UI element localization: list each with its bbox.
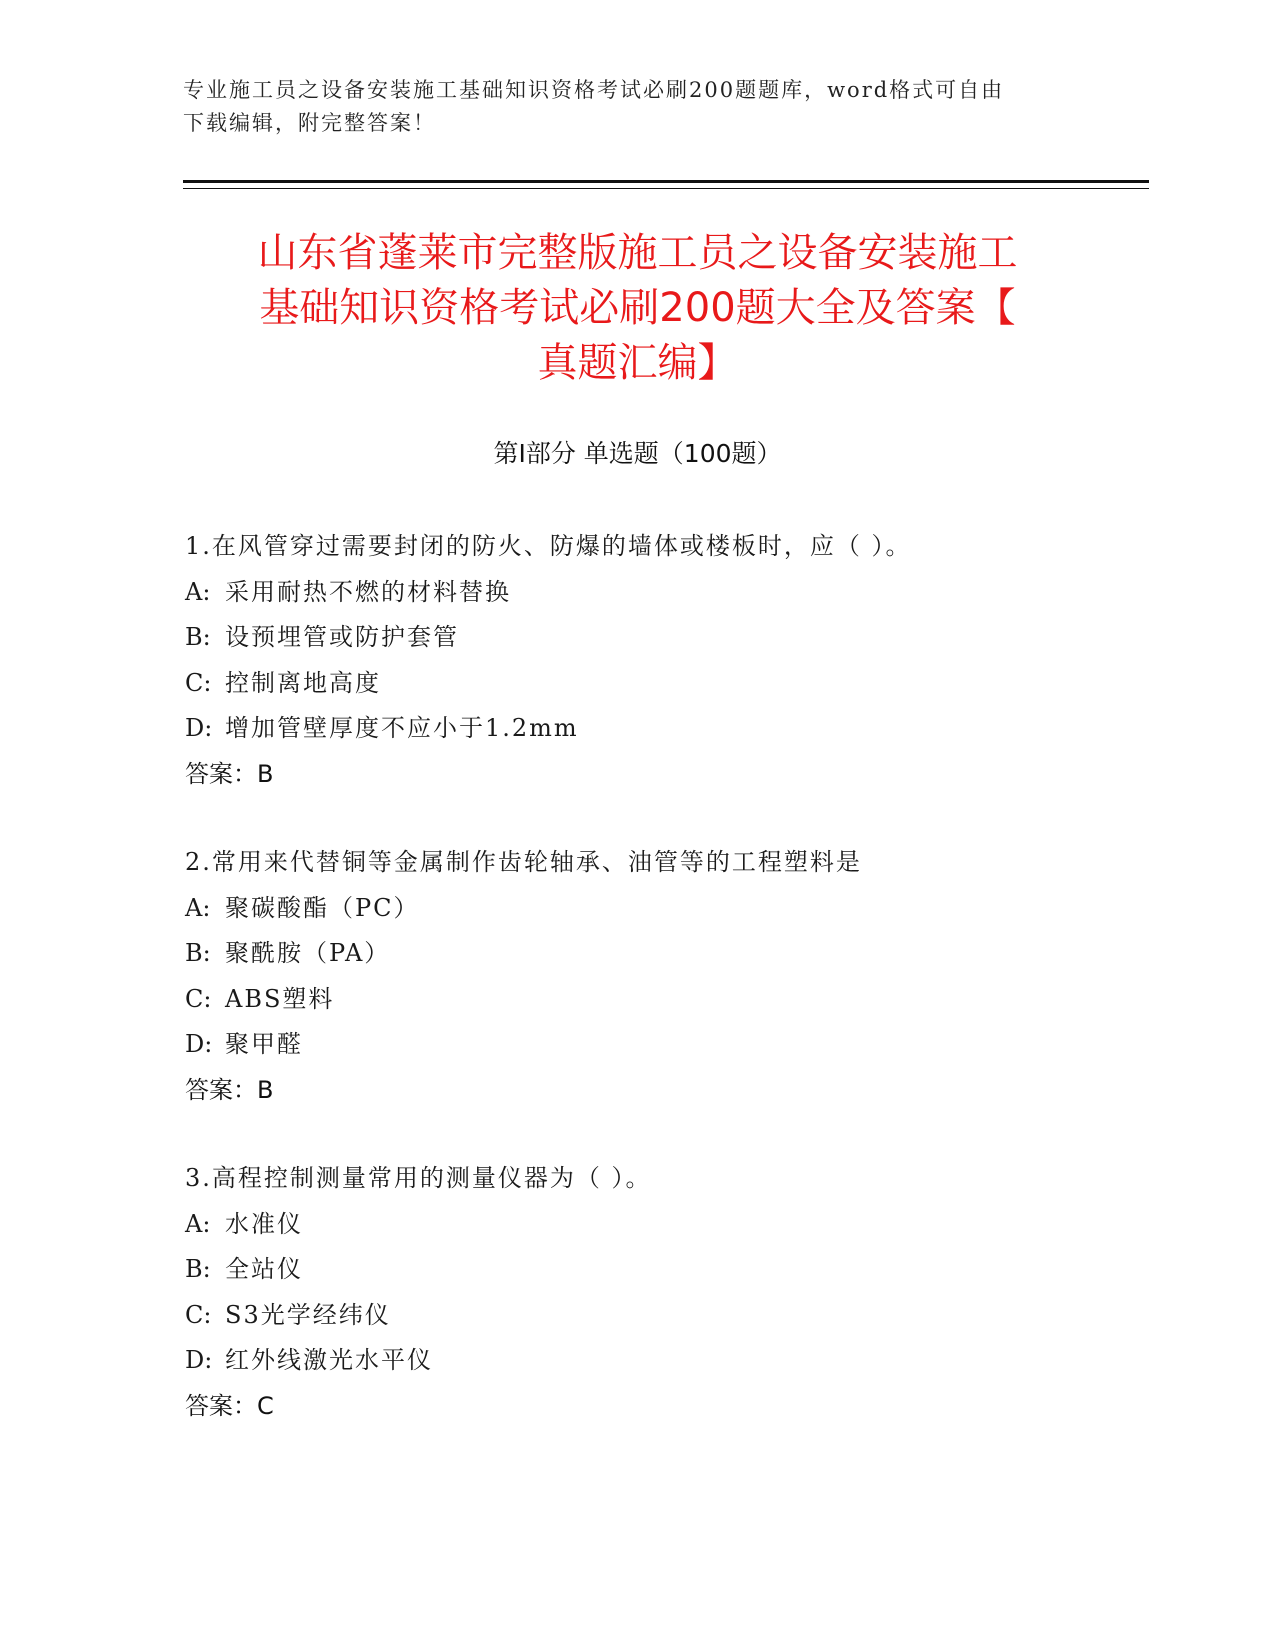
question-option [185, 886, 1145, 932]
question-stem: 3.高程控制测量常用的测量仪器为（ ）。 [185, 1164, 652, 1192]
option-text: 聚酰胺（PA） [225, 939, 391, 967]
question-list [185, 524, 1145, 1472]
option-text: 控制离地高度 [225, 668, 381, 697]
header-note-line: 专业施工员之设备安装施工基础知识资格考试必刷200题题库，word格式可自由 [183, 78, 1005, 102]
question-option [185, 931, 1145, 977]
option-key: B: [185, 623, 211, 651]
option-key: C: [185, 1300, 212, 1329]
option-key: B: [185, 939, 211, 967]
option-text: 增加管壁厚度不应小于1.2mm [225, 714, 579, 742]
option-text: 采用耐热不燃的材料替换 [225, 577, 511, 606]
option-text: ABS塑料 [225, 984, 335, 1013]
header-note [183, 74, 1063, 140]
option-text: 水准仪 [225, 1209, 303, 1238]
header-note-line: 下载编辑，附完整答案！ [183, 111, 436, 135]
question-answer: 答案：C [185, 1391, 274, 1420]
question-option [185, 1022, 1145, 1068]
question-option [185, 615, 1145, 661]
header-divider-thin [183, 188, 1149, 189]
question-option [185, 1202, 1145, 1248]
option-text: 全站仪 [225, 1255, 303, 1283]
option-key: A: [185, 577, 211, 606]
option-key: D: [185, 1346, 213, 1374]
option-key: D: [185, 714, 213, 742]
document-title-line: 真题汇编】 [537, 340, 738, 386]
question-item [185, 524, 1145, 797]
option-key: A: [185, 893, 211, 922]
section-title: 第Ⅰ部分 单选题（100题） [493, 439, 782, 468]
document-title-line: 基础知识资格考试必刷200题大全及答案【 [259, 285, 1016, 331]
question-option [185, 1293, 1145, 1339]
option-key: C: [185, 668, 212, 697]
option-text: 聚甲醛 [225, 1030, 303, 1058]
option-key: C: [185, 984, 212, 1013]
question-answer: 答案：B [185, 1075, 274, 1104]
option-key: B: [185, 1255, 211, 1283]
option-key: A: [185, 1209, 211, 1238]
option-text: 聚碳酸酯（PC） [225, 893, 420, 922]
document-title-line: 山东省蓬莱市完整版施工员之设备安装施工 [257, 230, 1018, 276]
question-option [185, 706, 1145, 752]
header-divider-thick [183, 180, 1149, 183]
question-item [185, 1156, 1145, 1429]
question-answer: 答案：B [185, 759, 274, 788]
question-option [185, 661, 1145, 707]
option-key: D: [185, 1030, 213, 1058]
question-item [185, 840, 1145, 1113]
question-option [185, 1247, 1145, 1293]
option-text: 设预埋管或防护套管 [225, 623, 459, 651]
question-option [185, 570, 1145, 616]
question-option [185, 1338, 1145, 1384]
question-stem: 2.常用来代替铜等金属制作齿轮轴承、油管等的工程塑料是 [185, 848, 862, 876]
document-title [150, 226, 1125, 391]
question-stem: 1.在风管穿过需要封闭的防火、防爆的墙体或楼板时，应（ ）。 [185, 532, 912, 560]
question-option [185, 977, 1145, 1023]
option-text: S3光学经纬仪 [225, 1300, 391, 1329]
option-text: 红外线激光水平仪 [225, 1346, 433, 1374]
